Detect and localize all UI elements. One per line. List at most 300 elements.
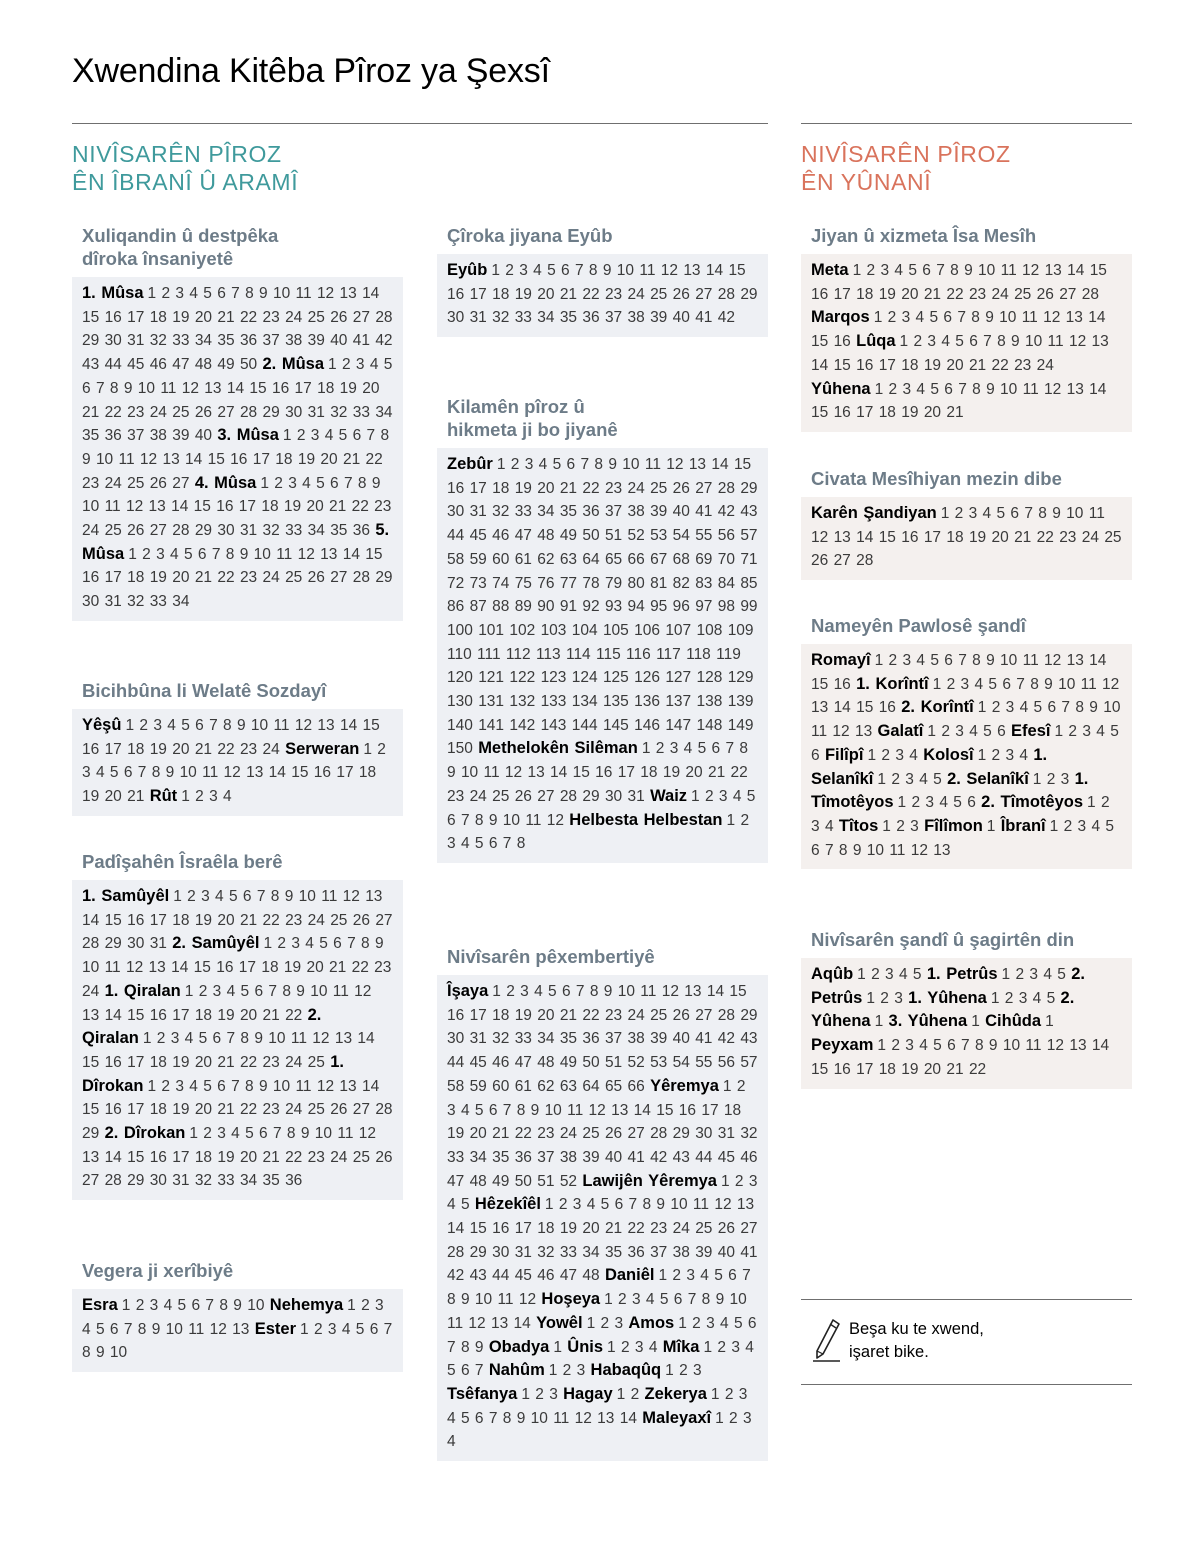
chapter-number[interactable]: 79 [604, 574, 623, 592]
chapter-number[interactable]: 25 [492, 787, 510, 805]
chapter-number[interactable]: 4 [302, 474, 311, 492]
chapter-number[interactable]: 33 [172, 332, 190, 350]
chapter-number[interactable]: 6 [1010, 505, 1020, 522]
chapter-number[interactable]: 4 [226, 982, 236, 1000]
chapter-number[interactable]: 41 [740, 1243, 758, 1261]
chapter-number[interactable]: 5 [316, 474, 325, 492]
chapter-number[interactable]: 23 [1059, 528, 1077, 546]
chapter-number[interactable]: 2 [198, 982, 208, 1000]
chapter-number[interactable]: 4 [916, 652, 926, 669]
chapter-number[interactable]: 26 [375, 1148, 393, 1166]
chapter-number[interactable]: 33 [559, 1243, 578, 1261]
chapter-number[interactable]: 47 [514, 1054, 532, 1072]
chapter-number[interactable]: 5 [198, 1030, 208, 1048]
chapter-number[interactable]: 27 [695, 1006, 713, 1024]
chapter-number[interactable]: 21 [194, 740, 213, 758]
chapter-number[interactable]: 7 [95, 379, 105, 397]
chapter-number[interactable]: 15 [878, 528, 896, 546]
chapter-number[interactable]: 5 [240, 982, 250, 1000]
chapter-number[interactable]: 123 [540, 669, 567, 687]
chapter-number[interactable]: 108 [696, 621, 723, 639]
chapter-number[interactable]: 7 [256, 888, 266, 905]
chapter-number[interactable]: 38 [627, 309, 645, 327]
chapter-number[interactable]: 49 [217, 356, 235, 374]
chapter-number[interactable]: 3 [82, 764, 91, 782]
chapter-number[interactable]: 3 [576, 1362, 586, 1380]
chapter-number[interactable]: 5 [203, 1077, 212, 1095]
chapter-number[interactable]: 32 [492, 309, 510, 327]
chapter-number[interactable]: 3 [905, 770, 914, 788]
chapter-number[interactable]: 23 [447, 787, 465, 805]
chapter-number[interactable]: 35 [217, 332, 235, 350]
chapter-number[interactable]: 2 [946, 675, 956, 693]
chapter-number[interactable]: 18 [492, 285, 510, 303]
chapter-number[interactable]: 21 [604, 1220, 623, 1238]
chapter-number[interactable]: 5 [996, 505, 1006, 522]
chapter-number[interactable]: 10 [250, 717, 269, 734]
chapter-number[interactable]: 26 [514, 787, 532, 805]
chapter-number[interactable]: 18 [723, 1101, 742, 1119]
chapter-number[interactable]: 8 [701, 1291, 711, 1309]
chapter-number[interactable]: 2 [135, 1297, 145, 1314]
chapter-number[interactable]: 5 [177, 1297, 187, 1314]
chapter-number[interactable]: 22 [104, 403, 122, 421]
chapter-number[interactable]: 18 [149, 1101, 167, 1119]
chapter-number[interactable]: 10 [729, 1291, 747, 1309]
chapter-number[interactable]: 12 [504, 764, 523, 782]
chapter-number[interactable]: 9 [1052, 505, 1061, 522]
chapter-number[interactable]: 6 [1002, 675, 1011, 693]
chapter-number[interactable]: 3 [549, 1385, 558, 1403]
chapter-number[interactable]: 46 [492, 527, 510, 545]
chapter-number[interactable]: 3 [634, 1338, 644, 1356]
chapter-number[interactable]: 1 [189, 1125, 198, 1143]
chapter-number[interactable]: 13 [854, 723, 873, 741]
chapter-number[interactable]: 39 [582, 1148, 600, 1166]
chapter-number[interactable]: 6 [330, 474, 339, 492]
chapter-number[interactable]: 8 [447, 1291, 456, 1309]
chapter-number[interactable]: 18 [537, 1220, 555, 1238]
chapter-number[interactable]: 1 [927, 723, 937, 741]
chapter-number[interactable]: 13 [527, 764, 545, 782]
chapter-number[interactable]: 2 [1015, 966, 1025, 983]
chapter-number[interactable]: 67 [650, 550, 668, 568]
chapter-number[interactable]: 4 [894, 262, 904, 279]
chapter-number[interactable]: 4 [915, 309, 925, 327]
chapter-number[interactable]: 5 [460, 1196, 470, 1214]
chapter-number[interactable]: 69 [695, 550, 713, 568]
chapter-number[interactable]: 24 [82, 982, 100, 1000]
chapter-number[interactable]: 7 [209, 717, 218, 734]
chapter-number[interactable]: 8 [223, 717, 232, 734]
chapter-number[interactable]: 15 [833, 356, 851, 374]
chapter-number[interactable]: 31 [127, 332, 145, 350]
chapter-number[interactable]: 12 [1044, 652, 1062, 669]
chapter-number[interactable]: 12 [811, 528, 829, 546]
chapter-number[interactable]: 31 [627, 787, 645, 805]
chapter-number[interactable]: 121 [478, 669, 505, 687]
chapter-number[interactable]: 6 [460, 1362, 470, 1380]
chapter-number[interactable]: 3 [631, 1291, 641, 1309]
chapter-number[interactable]: 28 [447, 1243, 465, 1261]
chapter-number[interactable]: 19 [662, 764, 681, 782]
chapter-number[interactable]: 106 [634, 621, 660, 639]
chapter-number[interactable]: 6 [561, 262, 570, 279]
chapter-number[interactable]: 112 [505, 645, 531, 663]
chapter-number[interactable]: 5 [338, 427, 348, 445]
chapter-number[interactable]: 8 [588, 262, 598, 279]
chapter-number[interactable]: 13 [1066, 380, 1084, 398]
chapter-number[interactable]: 11 [104, 498, 121, 516]
chapter-number[interactable]: 45 [717, 1148, 735, 1166]
chapter-number[interactable]: 11 [1088, 505, 1105, 522]
chapter-number[interactable]: 14 [1091, 1037, 1110, 1055]
chapter-number[interactable]: 10 [502, 811, 520, 829]
chapter-number[interactable]: 9 [852, 841, 862, 859]
chapter-number[interactable]: 2 [620, 1338, 630, 1356]
chapter-number[interactable]: 2 [672, 1267, 682, 1285]
chapter-number[interactable]: 18 [492, 1006, 510, 1024]
chapter-number[interactable]: 18 [275, 450, 293, 468]
chapter-number[interactable]: 15 [82, 1101, 100, 1119]
chapter-number[interactable]: 17 [833, 285, 851, 303]
chapter-number[interactable]: 4 [974, 675, 984, 693]
chapter-number[interactable]: 37 [262, 332, 280, 350]
chapter-number[interactable]: 3 [1082, 723, 1091, 741]
chapter-number[interactable]: 8 [950, 262, 959, 279]
chapter-number[interactable]: 16 [216, 498, 234, 516]
chapter-number[interactable]: 15 [729, 983, 747, 1000]
chapter-number[interactable]: 18 [901, 356, 919, 374]
chapter-number[interactable]: 4 [324, 427, 334, 445]
chapter-number[interactable]: 24 [330, 1148, 348, 1166]
chapter-number[interactable]: 36 [104, 427, 122, 445]
chapter-number[interactable]: 40 [194, 427, 213, 445]
chapter-number[interactable]: 39 [650, 503, 668, 521]
chapter-number[interactable]: 2 [911, 794, 921, 812]
chapter-number[interactable]: 18 [317, 379, 335, 397]
chapter-number[interactable]: 26 [149, 474, 167, 492]
chapter-number[interactable]: 8 [516, 835, 526, 853]
chapter-number[interactable]: 25 [650, 479, 668, 497]
chapter-number[interactable]: 1 [874, 380, 884, 398]
chapter-number[interactable]: 25 [307, 308, 325, 326]
chapter-number[interactable]: 19 [514, 479, 532, 497]
chapter-number[interactable]: 45 [514, 1267, 532, 1285]
chapter-number[interactable]: 49 [492, 1172, 510, 1190]
chapter-number[interactable]: 3 [925, 794, 935, 812]
chapter-number[interactable]: 19 [149, 569, 167, 587]
chapter-number[interactable]: 52 [627, 1054, 645, 1072]
chapter-number[interactable]: 7 [383, 1320, 393, 1338]
chapter-number[interactable]: 13 [204, 379, 222, 397]
chapter-number[interactable]: 94 [627, 598, 645, 616]
chapter-number[interactable]: 11 [332, 982, 349, 1000]
chapter-number[interactable]: 17 [127, 1053, 145, 1071]
chapter-number[interactable]: 13 [334, 1030, 353, 1048]
chapter-number[interactable]: 33 [514, 1030, 532, 1048]
chapter-number[interactable]: 7 [231, 285, 240, 302]
chapter-number[interactable]: 17 [104, 569, 122, 587]
chapter-number[interactable]: 3 [1005, 746, 1015, 764]
chapter-number[interactable]: 40 [604, 1148, 623, 1166]
chapter-number[interactable]: 12 [294, 717, 313, 734]
chapter-number[interactable]: 29 [262, 403, 280, 421]
chapter-number[interactable]: 11 [497, 1291, 514, 1309]
chapter-number[interactable]: 13 [1091, 333, 1109, 351]
chapter-number[interactable]: 11 [273, 717, 290, 734]
chapter-number[interactable]: 6 [109, 1320, 119, 1338]
chapter-number[interactable]: 5 [697, 740, 707, 758]
chapter-number[interactable]: 39 [650, 1030, 668, 1048]
chapter-number[interactable]: 9 [602, 262, 612, 279]
chapter-number[interactable]: 8 [594, 456, 604, 473]
chapter-number[interactable]: 6 [614, 1196, 624, 1214]
chapter-number[interactable]: 12 [1044, 380, 1062, 398]
chapter-number[interactable]: 6 [259, 1125, 268, 1143]
chapter-number[interactable]: 62 [537, 1077, 555, 1095]
chapter-number[interactable]: 29 [127, 1172, 145, 1190]
chapter-number[interactable]: 77 [559, 574, 578, 592]
chapter-number[interactable]: 9 [1011, 333, 1020, 351]
chapter-number[interactable]: 9 [239, 545, 249, 563]
chapter-number[interactable]: 17 [336, 764, 354, 782]
chapter-number[interactable]: 141 [478, 716, 505, 734]
chapter-number[interactable]: 3 [447, 835, 456, 853]
chapter-number[interactable]: 145 [602, 716, 629, 734]
chapter-number[interactable]: 74 [492, 574, 510, 592]
chapter-number[interactable]: 3 [175, 285, 185, 302]
chapter-number[interactable]: 33 [447, 1148, 465, 1166]
chapter-number[interactable]: 21 [217, 308, 235, 326]
chapter-number[interactable]: 51 [604, 1054, 623, 1072]
chapter-number[interactable]: 1 [173, 888, 182, 905]
chapter-number[interactable]: 28 [375, 1101, 393, 1119]
chapter-number[interactable]: 8 [240, 1030, 250, 1048]
chapter-number[interactable]: 4 [1019, 699, 1029, 717]
chapter-number[interactable]: 87 [469, 598, 487, 616]
chapter-number[interactable]: 11 [692, 1196, 710, 1214]
chapter-number[interactable]: 15 [811, 404, 829, 422]
chapter-number[interactable]: 44 [492, 1267, 510, 1285]
chapter-number[interactable]: 23 [307, 1148, 325, 1166]
chapter-number[interactable]: 20 [194, 1053, 213, 1071]
chapter-number[interactable]: 23 [604, 285, 623, 303]
chapter-number[interactable]: 31 [172, 1172, 190, 1190]
chapter-number[interactable]: 2 [871, 966, 880, 983]
chapter-number[interactable]: 4 [305, 935, 314, 953]
chapter-number[interactable]: 8 [474, 811, 484, 829]
chapter-number[interactable]: 4 [919, 770, 928, 788]
chapter-number[interactable]: 9 [1089, 699, 1098, 717]
chapter-number[interactable]: 5 [383, 356, 393, 374]
chapter-number[interactable]: 27 [833, 552, 851, 570]
chapter-number[interactable]: 8 [971, 309, 980, 327]
chapter-number[interactable]: 36 [627, 1243, 645, 1261]
chapter-number[interactable]: 118 [686, 645, 711, 663]
chapter-number[interactable]: 11 [553, 1409, 570, 1427]
chapter-number[interactable]: 1 [977, 699, 987, 717]
chapter-number[interactable]: 9 [300, 1125, 310, 1143]
chapter-number[interactable]: 21 [946, 404, 964, 422]
chapter-number[interactable]: 11 [160, 379, 177, 397]
chapter-number[interactable]: 40 [330, 332, 348, 350]
chapter-number[interactable]: 115 [596, 645, 621, 663]
chapter-number[interactable]: 5 [908, 262, 917, 279]
chapter-number[interactable]: 56 [717, 1054, 735, 1072]
chapter-number[interactable]: 3 [447, 1101, 456, 1119]
chapter-number[interactable]: 1 [658, 1267, 668, 1285]
chapter-number[interactable]: 31 [239, 522, 258, 540]
chapter-number[interactable]: 18 [946, 528, 964, 546]
chapter-number[interactable]: 2 [734, 1172, 744, 1190]
chapter-number[interactable]: 2 [888, 652, 898, 669]
chapter-number[interactable]: 12 [312, 1030, 330, 1048]
chapter-number[interactable]: 7 [575, 983, 585, 1000]
chapter-number[interactable]: 55 [695, 1054, 713, 1072]
chapter-number[interactable]: 3 [1029, 966, 1039, 983]
chapter-number[interactable]: 25 [127, 474, 145, 492]
chapter-number[interactable]: 42 [650, 1148, 668, 1166]
chapter-number[interactable]: 17 [469, 285, 487, 303]
chapter-number[interactable]: 1 [720, 1172, 730, 1190]
chapter-number[interactable]: 19 [82, 788, 100, 806]
chapter-number[interactable]: 1 [678, 1314, 687, 1332]
chapter-number[interactable]: 6 [747, 1314, 757, 1332]
chapter-number[interactable]: 23 [537, 1125, 555, 1143]
chapter-number[interactable]: 8 [225, 545, 235, 563]
chapter-number[interactable]: 14 [619, 1409, 637, 1427]
chapter-number[interactable]: 13 [1066, 652, 1084, 669]
chapter-number[interactable]: 35 [559, 1030, 578, 1048]
chapter-number[interactable]: 7 [226, 1030, 236, 1048]
chapter-number[interactable]: 8 [282, 982, 291, 1000]
chapter-number[interactable]: 20 [469, 1125, 487, 1143]
chapter-number[interactable]: 29 [104, 935, 122, 953]
chapter-number[interactable]: 1 [260, 474, 269, 492]
chapter-number[interactable]: 18 [149, 308, 167, 326]
chapter-number[interactable]: 116 [626, 645, 651, 663]
chapter-number[interactable]: 29 [672, 1125, 690, 1143]
chapter-number[interactable]: 12 [910, 841, 928, 859]
chapter-number[interactable]: 10 [82, 959, 100, 977]
chapter-number[interactable]: 10 [999, 309, 1017, 327]
chapter-number[interactable]: 15 [1089, 262, 1107, 279]
chapter-number[interactable]: 31 [514, 1243, 532, 1261]
chapter-number[interactable]: 17 [469, 479, 487, 497]
chapter-number[interactable]: 6 [561, 983, 571, 1000]
chapter-number[interactable]: 12 [223, 764, 241, 782]
chapter-number[interactable]: 14 [82, 911, 100, 929]
chapter-number[interactable]: 36 [582, 309, 600, 327]
chapter-number[interactable]: 5 [714, 1267, 723, 1285]
chapter-number[interactable]: 6 [566, 456, 576, 473]
chapter-number[interactable]: 22 [730, 764, 748, 782]
chapter-number[interactable]: 26 [672, 285, 690, 303]
chapter-number[interactable]: 10 [1058, 675, 1076, 693]
chapter-number[interactable]: 13 [933, 841, 951, 859]
chapter-number[interactable]: 2 [913, 333, 923, 351]
chapter-number[interactable]: 32 [127, 593, 145, 611]
chapter-number[interactable]: 36 [285, 1172, 303, 1190]
chapter-number[interactable]: 22 [365, 450, 383, 468]
chapter-number[interactable]: 70 [717, 550, 735, 568]
chapter-number[interactable]: 54 [672, 527, 690, 545]
chapter-number[interactable]: 12 [666, 456, 684, 473]
chapter-number[interactable]: 71 [740, 550, 758, 568]
chapter-number[interactable]: 45 [469, 527, 487, 545]
chapter-number[interactable]: 30 [285, 403, 303, 421]
chapter-number[interactable]: 1 [866, 989, 875, 1007]
chapter-number[interactable]: 2 [277, 935, 287, 953]
chapter-number[interactable]: 5 [245, 1125, 254, 1143]
chapter-number[interactable]: 5 [319, 935, 328, 953]
chapter-number[interactable]: 1 [553, 1338, 562, 1356]
chapter-number[interactable]: 11 [295, 285, 312, 302]
chapter-number[interactable]: 28 [172, 522, 190, 540]
chapter-number[interactable]: 13 [82, 1148, 100, 1166]
chapter-number[interactable]: 16 [230, 450, 248, 468]
chapter-number[interactable]: 58 [447, 1077, 465, 1095]
chapter-number[interactable]: 8 [151, 764, 161, 782]
chapter-number[interactable]: 3 [217, 1125, 226, 1143]
chapter-number[interactable]: 4 [745, 1338, 754, 1356]
chapter-number[interactable]: 15 [811, 1060, 829, 1078]
chapter-number[interactable]: 3 [614, 1314, 624, 1332]
chapter-number[interactable]: 31 [469, 1030, 487, 1048]
chapter-number[interactable]: 104 [571, 621, 598, 639]
chapter-number[interactable]: 22 [239, 1053, 258, 1071]
chapter-number[interactable]: 18 [172, 911, 190, 929]
chapter-number[interactable]: 148 [696, 716, 723, 734]
chapter-number[interactable]: 139 [727, 693, 754, 711]
chapter-number[interactable]: 22 [582, 1006, 600, 1024]
chapter-number[interactable]: 26 [672, 1006, 690, 1024]
chapter-number[interactable]: 14 [513, 1314, 531, 1332]
chapter-number[interactable]: 3 [960, 675, 970, 693]
chapter-number[interactable]: 9 [296, 982, 305, 1000]
chapter-number[interactable]: 35 [262, 1172, 280, 1190]
chapter-number[interactable]: 27 [352, 1101, 370, 1119]
chapter-number[interactable]: 63 [559, 550, 578, 568]
chapter-number[interactable]: 10 [622, 456, 640, 473]
chapter-number[interactable]: 23 [1014, 356, 1032, 374]
chapter-number[interactable]: 29 [740, 479, 758, 497]
chapter-number[interactable]: 11 [639, 262, 656, 279]
chapter-number[interactable]: 10 [1000, 652, 1018, 669]
chapter-number[interactable]: 134 [571, 693, 598, 711]
chapter-number[interactable]: 39 [172, 427, 190, 445]
chapter-number[interactable]: 5 [929, 309, 939, 327]
chapter-number[interactable]: 6 [369, 1320, 379, 1338]
chapter-number[interactable]: 64 [582, 1077, 600, 1095]
chapter-number[interactable]: 8 [502, 1409, 512, 1427]
chapter-number[interactable]: 12 [354, 982, 372, 1000]
chapter-number[interactable]: 8 [82, 1344, 91, 1362]
chapter-number[interactable]: 99 [740, 598, 758, 616]
chapter-number[interactable]: 14 [1089, 652, 1107, 669]
chapter-number[interactable]: 60 [492, 550, 510, 568]
chapter-number[interactable]: 20 [582, 1220, 600, 1238]
chapter-number[interactable]: 47 [559, 1267, 578, 1285]
chapter-number[interactable]: 12 [518, 1291, 537, 1309]
chapter-number[interactable]: 26 [127, 522, 145, 540]
chapter-number[interactable]: 2 [991, 699, 1001, 717]
chapter-number[interactable]: 1 [1054, 723, 1064, 741]
chapter-number[interactable]: 126 [634, 669, 660, 687]
chapter-number[interactable]: 3 [327, 1320, 337, 1338]
chapter-number[interactable]: 5 [600, 1196, 610, 1214]
